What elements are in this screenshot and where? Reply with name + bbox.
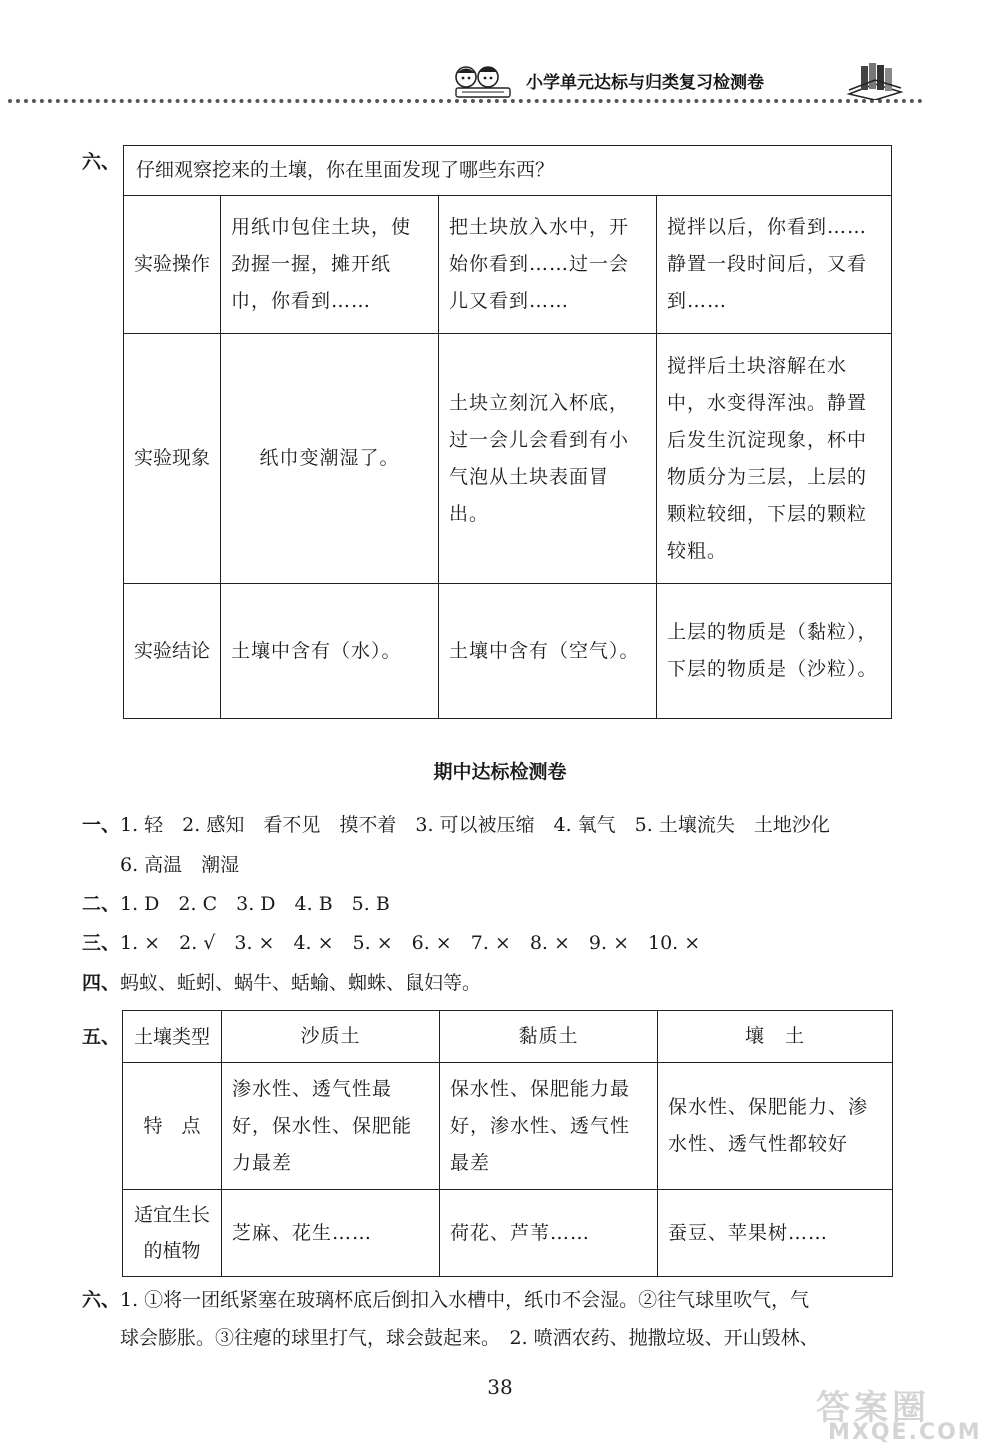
answer-text: 蚂蚁、蚯蚓、蜗牛、蛞蝓、蜘蛛、鼠妇等。	[120, 972, 482, 994]
watermark-text: 答案圈	[816, 1388, 930, 1428]
section-5-label: 五、	[82, 1026, 121, 1048]
answer-text: 1. × 2. √ 3. × 4. × 5. × 6. × 7. × 8. × 9. × 10. ×	[120, 932, 701, 954]
answer-line-1	[82, 810, 830, 840]
table-cell: 渗水性、透气性最好，保水性、保肥能力最差	[222, 1063, 440, 1190]
table-cell: 土壤中含有（水）。	[221, 584, 439, 719]
answer-text: 球会膨胀。③往瘪的球里打气，球会鼓起来。 2. 喷洒农药、抛撒垃圾、开山毁林、	[120, 1327, 819, 1349]
answer-text: 6. 高温 潮湿	[120, 854, 240, 876]
table-cell: 搅拌后土块溶解在水中，水变得浑浊。静置后发生沉淀现象，杯中物质分为三层，上层的颗粒较细，下层的颗粒较粗。	[657, 334, 892, 584]
table-row	[123, 1190, 893, 1277]
table-row	[124, 196, 892, 334]
table-header-row	[123, 1011, 893, 1063]
books-icon	[845, 60, 905, 100]
cartoon-kids-icon	[452, 64, 514, 98]
answer-line-1-cont	[120, 850, 239, 880]
watermark	[808, 1380, 980, 1450]
dotted-rule	[8, 99, 923, 103]
column-header: 壤 土	[658, 1011, 893, 1063]
answer-label: 四、	[82, 972, 121, 994]
column-header: 土壤类型	[123, 1011, 222, 1063]
table-cell: 把土块放入水中，开始你看到……过一会儿又看到……	[439, 196, 657, 334]
answer-line-6	[82, 1285, 809, 1315]
table-question: 仔细观察挖来的土壤，你在里面发现了哪些东西？	[124, 146, 892, 196]
table-cell: 荷花、芦苇……	[440, 1190, 658, 1277]
soil-experiment-table	[123, 145, 892, 719]
answer-line-3	[82, 928, 700, 958]
table-cell: 蚕豆、苹果树……	[658, 1190, 893, 1277]
answer-line-4	[82, 968, 481, 998]
column-header: 沙质土	[222, 1011, 440, 1063]
answer-text: 1. D 2. C 3. D 4. B 5. B	[120, 893, 390, 915]
table-row	[123, 1063, 893, 1190]
column-header: 黏质土	[440, 1011, 658, 1063]
row-header: 特 点	[123, 1063, 222, 1190]
section-6-label: 六、	[82, 151, 121, 173]
table-cell: 用纸巾包住土块，使劲握一握，摊开纸巾，你看到……	[221, 196, 439, 334]
answer-line-2	[82, 889, 390, 919]
row-header: 适宜生长的植物	[123, 1190, 222, 1277]
table-row	[124, 334, 892, 584]
answer-text: 1. 轻 2. 感知 看不见 摸不着 3. 可以被压缩 4. 氧气 5. 土壤流失 土地沙化	[120, 814, 830, 836]
answer-label: 一、	[82, 814, 121, 836]
table-cell: 芝麻、花生……	[222, 1190, 440, 1277]
table-cell: 土块立刻沉入杯底，过一会儿会看到有小气泡从土块表面冒出。	[439, 334, 657, 584]
answer-line-6-cont	[120, 1323, 819, 1353]
row-header: 实验结论	[124, 584, 221, 719]
table-row	[124, 584, 892, 719]
header-title: 小学单元达标与归类复习检测卷	[516, 68, 774, 98]
answer-label: 六、	[82, 1289, 121, 1311]
row-header: 实验现象	[124, 334, 221, 584]
table-cell: 搅拌以后，你看到……静置一段时间后，又看到……	[657, 196, 892, 334]
page-header	[0, 60, 1000, 110]
row-header: 实验操作	[124, 196, 221, 334]
table-cell: 保水性、保肥能力最好，渗水性、透气性最差	[440, 1063, 658, 1190]
section-title: 期中达标检测卷	[433, 761, 567, 783]
answer-label: 二、	[82, 893, 121, 915]
soil-types-table	[122, 1010, 893, 1277]
answer-text: 1. ①将一团纸紧塞在玻璃杯底后倒扣入水槽中，纸巾不会湿。②往气球里吹气，气	[120, 1289, 810, 1311]
table-cell: 纸巾变潮湿了。	[221, 334, 439, 584]
table-cell: 土壤中含有（空气）。	[439, 584, 657, 719]
page-number: 38	[487, 1375, 513, 1399]
table-cell: 上层的物质是（黏粒），下层的物质是（沙粒）。	[657, 584, 892, 719]
answer-label: 三、	[82, 932, 121, 954]
table-cell: 保水性、保肥能力、渗水性、透气性都较好	[658, 1063, 893, 1190]
watermark-url: MXQE.COM	[828, 1420, 982, 1445]
